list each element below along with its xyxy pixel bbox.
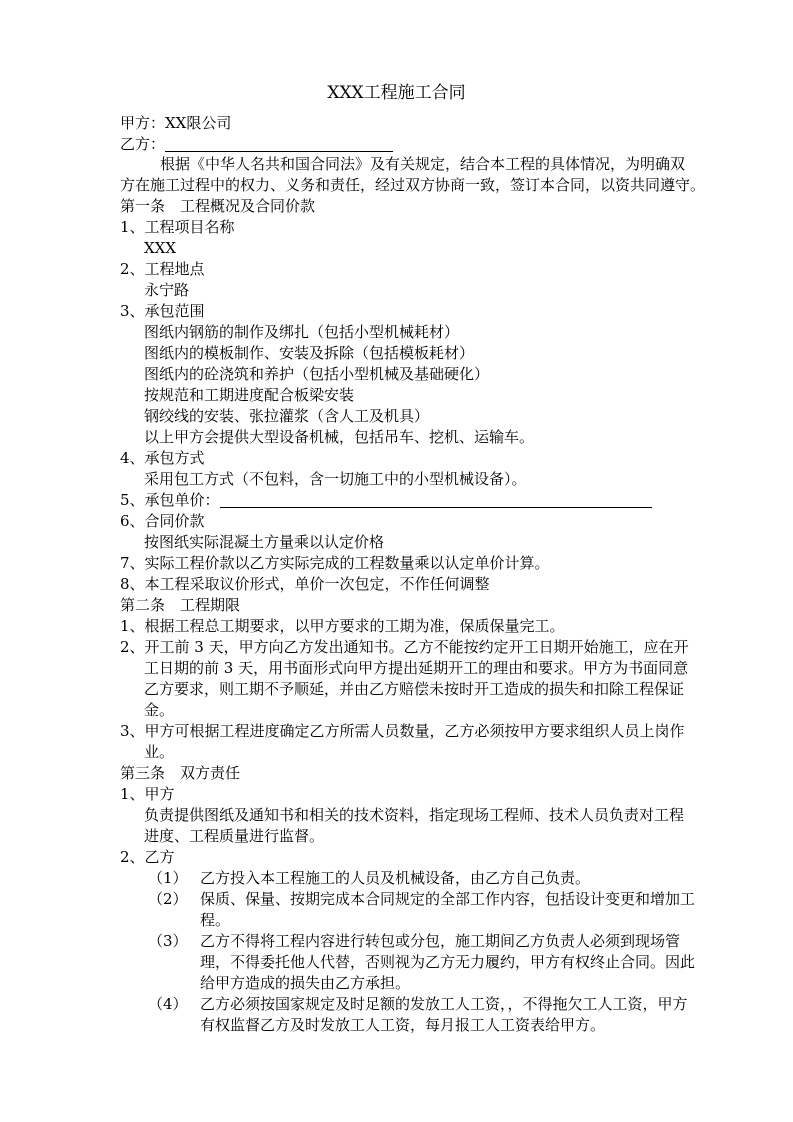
preamble-line-2: 方在施工过程中的权力、义务和责任，经过双方协商一致，签订本合同，以资共同遵守。 [120, 176, 706, 194]
scope-line: 以上甲方会提供大型设备机械，包括吊车、挖机、运输车。 [144, 428, 535, 446]
article1-item8: 8、本工程采取议价形式，单价一次包定，不作任何调整 [120, 575, 490, 593]
article3-item2-label: 2、乙方 [120, 848, 175, 866]
article2-heading: 第二条 工程期限 [120, 596, 241, 614]
sub-item-number: （4） [148, 995, 188, 1013]
article3-heading: 第三条 双方责任 [120, 764, 241, 782]
scope-line: 图纸内钢筋的制作及绑扎（包括小型机械耗材） [144, 323, 460, 341]
article1-heading: 第一条 工程概况及合同价款 [120, 197, 316, 215]
article2-item2-line: 乙方要求，则工期不予顺延，并由乙方赔偿未按时开工造成的损失和扣除工程保证 [144, 680, 685, 698]
scope-line: 图纸内的模板制作、安装及拆除（包括模板耗材） [144, 344, 475, 362]
party-b-line [120, 134, 393, 155]
article1-item4-label: 4、承包方式 [120, 449, 205, 467]
page-title: XXX工程施工合同 [327, 83, 466, 103]
preamble-line-1: 根据《中华人名共和国合同法》及有关规定，结合本工程的具体情况，为明确双 [160, 155, 686, 173]
sub-item-line: 乙方必须按国家规定及时足额的发放工人工资，，不得拖欠工人工资，甲方 [200, 995, 688, 1013]
sub-item-line: 乙方不得将工程内容进行转包或分包，施工期间乙方负责人必须到现场管 [200, 932, 681, 950]
article3-item1-line: 负责提供图纸及通知书和相关的技术资料，指定现场工程师、技术人员负责对工程 [144, 806, 685, 824]
article3-item1-line: 进度、工程质量进行监督。 [144, 827, 325, 845]
party-b-label: 乙方： [120, 135, 166, 153]
article3-item1-label: 1、甲方 [120, 785, 175, 803]
article1-item7: 7、实际工程价款以乙方实际完成的工程数量乘以认定单价计算。 [120, 554, 550, 572]
article1-item2-label: 2、工程地点 [120, 260, 205, 278]
sub-item-line: 乙方投入本工程施工的人员及机械设备，由乙方自己负责。 [200, 869, 591, 887]
scope-line: 钢绞线的安装、张拉灌浆（含人工及机具） [144, 407, 430, 425]
article1-item6-label: 6、合同价款 [120, 512, 205, 530]
unit-price-blank [220, 491, 652, 508]
article1-item5-line [120, 490, 652, 511]
article1-item5-label: 5、承包单价： [120, 491, 220, 509]
article2-item2-line: 2、开工前 3 天，甲方向乙方发出通知书。乙方不能按约定开工日期开始施工，应在开 [120, 638, 689, 656]
scope-line: 按规范和工期进度配合板梁安装 [144, 386, 355, 404]
article1-item2-value: 永宁路 [144, 281, 190, 299]
article2-item2-line: 金。 [144, 701, 175, 719]
article1-item6-value: 按图纸实际混凝土方量乘以认定价格 [144, 533, 385, 551]
party-b-blank [165, 135, 393, 152]
article2-item1: 1、根据工程总工期要求，以甲方要求的工期为准，保质保量完工。 [120, 617, 565, 635]
article1-item1-label: 1、工程项目名称 [120, 218, 235, 236]
sub-item-line: 程。 [200, 911, 231, 929]
party-a-line: 甲方：XX限公司 [120, 114, 232, 132]
article2-item2-line: 工日期的前 3 天，用书面形式向甲方提出延期开工的理由和要求。甲方为书面同意 [144, 659, 689, 677]
sub-item-number: （2） [148, 890, 188, 908]
sub-item-line: 给甲方造成的损失由乙方承担。 [200, 974, 411, 992]
sub-item-number: （3） [148, 932, 188, 950]
article2-item3-line: 业。 [144, 743, 175, 761]
article1-item4-value: 采用包工方式（不包料，含一切施工中的小型机械设备）。 [144, 470, 527, 488]
article2-item3-line: 3、甲方可根据工程进度确定乙方所需人员数量，乙方必须按甲方要求组织人员上岗作 [120, 722, 685, 740]
sub-item-number: （1） [148, 869, 188, 887]
article1-item3-label: 3、承包范围 [120, 302, 205, 320]
sub-item-line: 理，不得委托他人代替，否则视为乙方无力履约，甲方有权终止合同。因此 [200, 953, 696, 971]
sub-item-line: 保质、保量、按期完成本合同规定的全部工作内容，包括设计变更和增加工 [200, 890, 696, 908]
sub-item-line: 有权监督乙方及时发放工人工资，每月报工人工资表给甲方。 [200, 1016, 606, 1034]
scope-line: 图纸内的砼浇筑和养护（包括小型机械及基础硬化） [144, 365, 490, 383]
article1-item1-value: XXX [144, 239, 177, 257]
